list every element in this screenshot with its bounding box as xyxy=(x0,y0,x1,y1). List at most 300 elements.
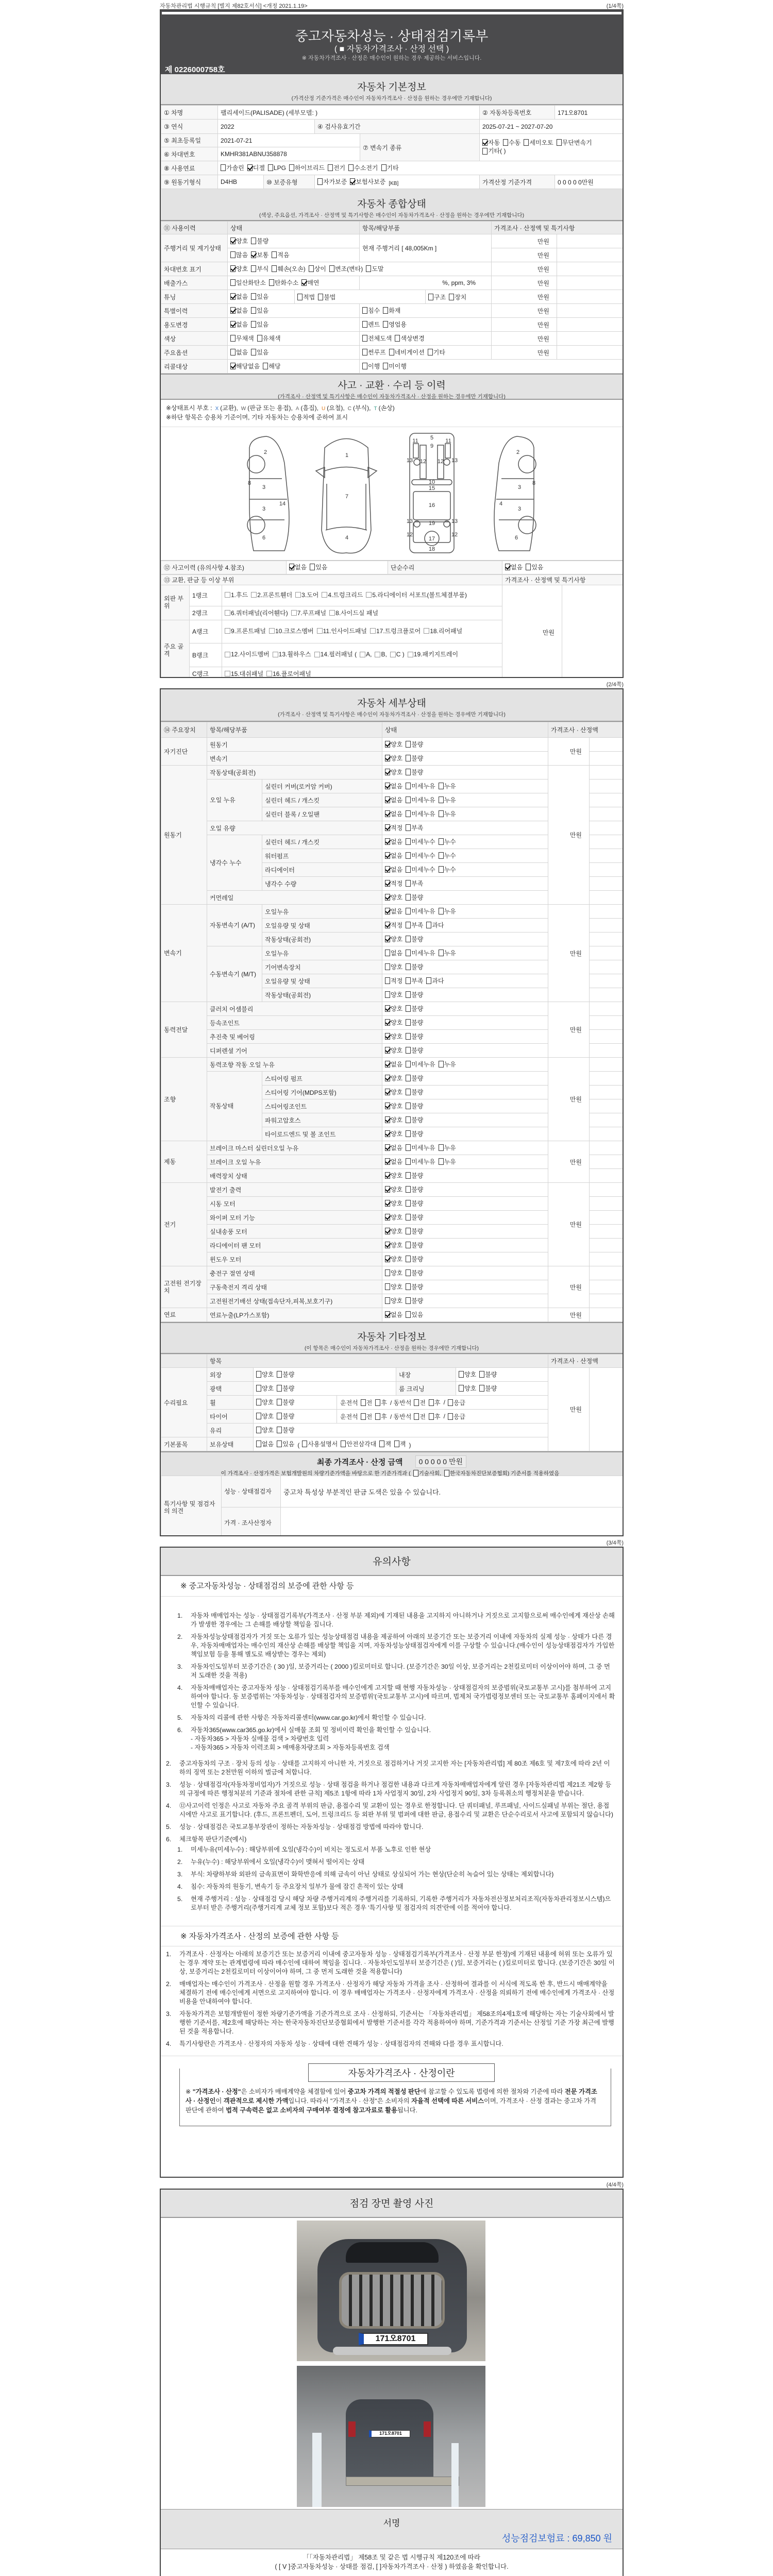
checkbox-icon[interactable] xyxy=(406,1116,411,1123)
price-input[interactable] xyxy=(590,1225,623,1239)
price-input[interactable] xyxy=(590,1099,623,1113)
checkbox-icon[interactable] xyxy=(256,1385,261,1392)
checkbox-checked-icon[interactable] xyxy=(247,164,253,171)
checkbox-icon[interactable] xyxy=(302,1440,307,1447)
checkbox-option[interactable] xyxy=(406,879,423,888)
checkbox-option[interactable] xyxy=(385,1157,402,1166)
checkbox-icon[interactable] xyxy=(328,164,333,171)
checkbox-icon[interactable] xyxy=(256,1427,261,1433)
price-input[interactable] xyxy=(590,988,623,1002)
checkbox-icon[interactable] xyxy=(406,852,411,859)
checkbox-icon[interactable] xyxy=(230,335,236,342)
checkbox-option[interactable] xyxy=(251,264,268,273)
checkbox-icon[interactable] xyxy=(277,1385,282,1392)
checkbox-option[interactable] xyxy=(289,163,325,172)
checkbox-option[interactable] xyxy=(413,1469,442,1477)
price-input[interactable] xyxy=(557,332,623,346)
checkbox-option[interactable] xyxy=(406,1074,423,1082)
price-input[interactable] xyxy=(590,877,623,891)
checkbox-option[interactable] xyxy=(383,362,407,370)
checkbox-icon[interactable] xyxy=(277,1413,282,1419)
checkbox-icon[interactable] xyxy=(361,1399,366,1406)
checkbox-icon[interactable] xyxy=(291,610,297,616)
checkbox-checked-icon[interactable] xyxy=(385,1144,390,1151)
checkbox-option[interactable] xyxy=(385,1282,402,1291)
checkbox-icon[interactable] xyxy=(362,307,367,314)
checkbox-icon[interactable] xyxy=(439,866,444,873)
checkbox-option[interactable] xyxy=(439,782,456,790)
checkbox-icon[interactable] xyxy=(406,1047,411,1054)
checkbox-option[interactable] xyxy=(426,976,444,985)
checkbox-option[interactable] xyxy=(414,1412,426,1421)
checkbox-icon[interactable] xyxy=(439,1158,444,1165)
checkbox-checked-icon[interactable] xyxy=(385,1061,390,1067)
price-input[interactable] xyxy=(590,849,623,863)
checkbox-checked-icon[interactable] xyxy=(385,1172,390,1179)
checkbox-icon[interactable] xyxy=(406,894,411,901)
checkbox-icon[interactable] xyxy=(272,251,277,258)
checkbox-checked-icon[interactable] xyxy=(230,363,236,369)
checkbox-option[interactable] xyxy=(385,1185,402,1194)
checkbox-option[interactable] xyxy=(429,1412,441,1421)
price-input[interactable] xyxy=(557,248,623,262)
checkbox-option[interactable] xyxy=(251,591,292,599)
checkbox-option[interactable] xyxy=(439,809,456,818)
checkbox-icon[interactable] xyxy=(449,294,454,300)
checkbox-icon[interactable] xyxy=(406,796,411,803)
checkbox-checked-icon[interactable] xyxy=(385,783,390,789)
checkbox-option[interactable] xyxy=(385,1213,402,1222)
checkbox-checked-icon[interactable] xyxy=(385,1242,390,1248)
checkbox-option[interactable] xyxy=(302,1439,338,1448)
checkbox-option[interactable] xyxy=(251,348,268,357)
checkbox-icon[interactable] xyxy=(375,1413,380,1420)
checkbox-checked-icon[interactable] xyxy=(251,251,256,258)
checkbox-icon[interactable] xyxy=(406,963,411,970)
price-input[interactable] xyxy=(590,1002,623,1016)
checkbox-icon[interactable] xyxy=(429,1399,434,1406)
checkbox-icon[interactable] xyxy=(272,265,277,272)
checkbox-icon[interactable] xyxy=(277,1440,282,1447)
checkbox-option[interactable] xyxy=(385,795,402,804)
checkbox-icon[interactable] xyxy=(225,592,230,598)
checkbox-icon[interactable] xyxy=(251,265,256,272)
checkbox-icon[interactable] xyxy=(383,321,388,328)
price-input[interactable] xyxy=(590,1294,623,1308)
checkbox-icon[interactable] xyxy=(370,628,376,634)
checkbox-option[interactable] xyxy=(273,651,311,658)
checkbox-option[interactable] xyxy=(439,948,456,957)
checkbox-option[interactable] xyxy=(406,948,435,957)
checkbox-icon[interactable] xyxy=(439,810,444,817)
checkbox-option[interactable] xyxy=(370,628,421,635)
checkbox-option[interactable] xyxy=(406,907,435,916)
checkbox-icon[interactable] xyxy=(406,950,411,956)
checkbox-icon[interactable] xyxy=(269,279,274,286)
checkbox-option[interactable] xyxy=(406,1185,423,1194)
checkbox-option[interactable] xyxy=(379,1439,391,1448)
checkbox-option[interactable] xyxy=(251,292,268,301)
checkbox-icon[interactable] xyxy=(406,977,411,984)
checkbox-icon[interactable] xyxy=(414,1413,419,1420)
checkbox-icon[interactable] xyxy=(406,1228,411,1234)
checkbox-option[interactable] xyxy=(230,362,260,370)
checkbox-option[interactable] xyxy=(479,1384,497,1393)
checkbox-checked-icon[interactable] xyxy=(385,769,390,775)
checkbox-option[interactable] xyxy=(406,1241,423,1249)
checkbox-icon[interactable] xyxy=(426,922,431,928)
checkbox-option[interactable] xyxy=(385,1255,402,1263)
checkbox-checked-icon[interactable] xyxy=(289,564,294,570)
checkbox-icon[interactable] xyxy=(385,950,390,956)
checkbox-icon[interactable] xyxy=(263,363,268,369)
checkbox-option[interactable] xyxy=(406,1199,423,1208)
price-input[interactable] xyxy=(590,807,623,821)
checkbox-option[interactable] xyxy=(230,264,248,273)
checkbox-option[interactable] xyxy=(295,591,318,599)
checkbox-icon[interactable] xyxy=(406,783,411,789)
checkbox-checked-icon[interactable] xyxy=(385,1089,390,1095)
checkbox-icon[interactable] xyxy=(251,592,257,598)
checkbox-option[interactable] xyxy=(406,851,435,860)
checkbox-icon[interactable] xyxy=(257,335,262,342)
checkbox-icon[interactable] xyxy=(406,936,411,942)
checkbox-checked-icon[interactable] xyxy=(230,321,236,328)
checkbox-option[interactable] xyxy=(385,1129,402,1138)
checkbox-option[interactable] xyxy=(251,320,268,329)
checkbox-option[interactable] xyxy=(385,976,402,985)
checkbox-icon[interactable] xyxy=(406,824,411,831)
checkbox-icon[interactable] xyxy=(406,810,411,817)
checkbox-icon[interactable] xyxy=(406,1019,411,1026)
checkbox-option[interactable] xyxy=(406,1157,435,1166)
checkbox-option[interactable] xyxy=(385,1088,402,1096)
checkbox-checked-icon[interactable] xyxy=(385,936,390,942)
price-input[interactable] xyxy=(590,793,623,807)
checkbox-option[interactable] xyxy=(385,907,402,916)
checkbox-option[interactable] xyxy=(385,921,402,929)
price-input[interactable] xyxy=(557,290,623,304)
price-input[interactable] xyxy=(590,821,623,835)
price-input[interactable] xyxy=(590,1280,623,1294)
checkbox-checked-icon[interactable] xyxy=(385,1186,390,1193)
checkbox-icon[interactable] xyxy=(251,307,256,314)
checkbox-icon[interactable] xyxy=(230,279,236,286)
checkbox-icon[interactable] xyxy=(251,321,256,328)
price-input[interactable] xyxy=(590,1141,623,1155)
checkbox-icon[interactable] xyxy=(406,1130,411,1137)
checkbox-option[interactable] xyxy=(385,879,402,888)
checkbox-option[interactable] xyxy=(406,837,435,846)
checkbox-icon[interactable] xyxy=(459,1385,464,1392)
price-input[interactable] xyxy=(590,1030,623,1044)
checkbox-icon[interactable] xyxy=(406,769,411,775)
checkbox-icon[interactable] xyxy=(406,991,411,998)
checkbox-icon[interactable] xyxy=(444,1470,449,1477)
checkbox-icon[interactable] xyxy=(362,321,367,328)
checkbox-option[interactable] xyxy=(277,1370,294,1379)
checkbox-option[interactable] xyxy=(385,809,402,818)
checkbox-icon[interactable] xyxy=(424,628,429,634)
checkbox-option[interactable] xyxy=(414,1398,426,1407)
checkbox-option[interactable] xyxy=(482,139,500,146)
checkbox-option[interactable] xyxy=(385,782,402,790)
price-input[interactable] xyxy=(590,919,623,933)
checkbox-option[interactable] xyxy=(360,651,372,658)
checkbox-icon[interactable] xyxy=(221,164,226,171)
checkbox-checked-icon[interactable] xyxy=(230,293,236,300)
checkbox-option[interactable] xyxy=(256,1370,274,1379)
checkbox-option[interactable] xyxy=(251,236,268,245)
checkbox-icon[interactable] xyxy=(268,164,273,171)
price-input[interactable] xyxy=(557,276,623,290)
checkbox-checked-icon[interactable] xyxy=(385,1116,390,1123)
checkbox-option[interactable] xyxy=(362,348,386,357)
checkbox-icon[interactable] xyxy=(317,178,323,185)
checkbox-icon[interactable] xyxy=(479,1371,484,1378)
checkbox-icon[interactable] xyxy=(251,238,256,244)
checkbox-checked-icon[interactable] xyxy=(385,866,390,873)
checkbox-icon[interactable] xyxy=(362,363,367,369)
checkbox-option[interactable] xyxy=(385,990,402,999)
checkbox-option[interactable] xyxy=(361,1398,373,1407)
checkbox-icon[interactable] xyxy=(385,963,390,970)
checkbox-icon[interactable] xyxy=(385,991,390,998)
price-input[interactable] xyxy=(590,1183,623,1197)
checkbox-checked-icon[interactable] xyxy=(385,1103,390,1109)
price-input[interactable] xyxy=(557,234,623,248)
checkbox-option[interactable] xyxy=(230,278,266,287)
checkbox-option[interactable] xyxy=(394,1439,406,1448)
checkbox-checked-icon[interactable] xyxy=(385,824,390,831)
checkbox-icon[interactable] xyxy=(266,671,272,676)
checkbox-option[interactable] xyxy=(406,809,435,818)
checkbox-icon[interactable] xyxy=(348,164,354,171)
checkbox-icon[interactable] xyxy=(361,1413,366,1420)
checkbox-option[interactable] xyxy=(406,1088,423,1096)
checkbox-option[interactable] xyxy=(268,164,286,172)
price-input[interactable] xyxy=(590,1127,623,1141)
checkbox-icon[interactable] xyxy=(406,838,411,845)
checkbox-option[interactable] xyxy=(385,1115,402,1124)
checkbox-option[interactable] xyxy=(448,1412,465,1421)
checkbox-option[interactable] xyxy=(385,865,402,874)
checkbox-option[interactable] xyxy=(257,334,281,343)
checkbox-option[interactable] xyxy=(362,362,380,370)
price-input[interactable] xyxy=(590,863,623,877)
checkbox-option[interactable] xyxy=(361,1412,373,1421)
checkbox-option[interactable] xyxy=(314,651,357,658)
checkbox-option[interactable] xyxy=(225,591,248,599)
checkbox-checked-icon[interactable] xyxy=(230,238,236,244)
checkbox-option[interactable] xyxy=(318,293,335,301)
checkbox-option[interactable] xyxy=(350,177,385,186)
checkbox-checked-icon[interactable] xyxy=(385,1256,390,1262)
checkbox-option[interactable] xyxy=(277,1426,294,1434)
checkbox-icon[interactable] xyxy=(439,796,444,803)
checkbox-checked-icon[interactable] xyxy=(230,307,236,314)
checkbox-checked-icon[interactable] xyxy=(385,1228,390,1234)
checkbox-checked-icon[interactable] xyxy=(505,564,510,570)
checkbox-icon[interactable] xyxy=(225,671,230,676)
checkbox-option[interactable] xyxy=(310,563,327,571)
checkbox-option[interactable] xyxy=(406,962,423,971)
checkbox-checked-icon[interactable] xyxy=(385,1075,390,1081)
checkbox-icon[interactable] xyxy=(406,1172,411,1179)
checkbox-icon[interactable] xyxy=(406,1158,411,1165)
checkbox-option[interactable] xyxy=(385,1018,402,1027)
checkbox-icon[interactable] xyxy=(406,1311,411,1318)
checkbox-icon[interactable] xyxy=(406,1061,411,1067)
checkbox-option[interactable] xyxy=(406,782,435,790)
checkbox-icon[interactable] xyxy=(395,335,400,342)
price-input[interactable] xyxy=(590,752,623,766)
checkbox-option[interactable] xyxy=(406,1046,423,1055)
checkbox-icon[interactable] xyxy=(295,592,301,598)
checkbox-option[interactable] xyxy=(406,1296,423,1305)
checkbox-option[interactable] xyxy=(385,740,402,749)
checkbox-option[interactable] xyxy=(406,1255,423,1263)
checkbox-checked-icon[interactable] xyxy=(350,178,355,185)
price-input[interactable] xyxy=(557,346,623,360)
checkbox-checked-icon[interactable] xyxy=(385,1214,390,1221)
checkbox-icon[interactable] xyxy=(413,1470,418,1477)
checkbox-icon[interactable] xyxy=(269,628,275,634)
checkbox-icon[interactable] xyxy=(406,1089,411,1095)
checkbox-option[interactable] xyxy=(439,865,456,874)
checkbox-option[interactable] xyxy=(406,1004,423,1013)
checkbox-option[interactable] xyxy=(341,1439,376,1448)
checkbox-option[interactable] xyxy=(426,921,444,929)
checkbox-icon[interactable] xyxy=(379,1440,384,1447)
checkbox-checked-icon[interactable] xyxy=(385,810,390,817)
checkbox-icon[interactable] xyxy=(406,1033,411,1040)
checkbox-option[interactable] xyxy=(406,1282,423,1291)
checkbox-option[interactable] xyxy=(230,348,248,357)
checkbox-icon[interactable] xyxy=(406,1186,411,1193)
checkbox-option[interactable] xyxy=(526,563,543,571)
price-input[interactable] xyxy=(590,1368,623,1451)
checkbox-icon[interactable] xyxy=(383,307,388,314)
price-input[interactable] xyxy=(590,974,623,988)
checkbox-option[interactable] xyxy=(429,1398,441,1407)
checkbox-option[interactable] xyxy=(225,669,263,678)
price-input[interactable] xyxy=(590,835,623,849)
checkbox-option[interactable] xyxy=(406,1129,423,1138)
checkbox-icon[interactable] xyxy=(277,1427,282,1433)
checkbox-option[interactable] xyxy=(406,1101,423,1110)
price-input[interactable] xyxy=(557,318,623,332)
checkbox-option[interactable] xyxy=(230,306,248,315)
checkbox-option[interactable] xyxy=(251,306,268,315)
checkbox-option[interactable] xyxy=(449,293,466,301)
checkbox-icon[interactable] xyxy=(277,1399,282,1405)
checkbox-option[interactable] xyxy=(383,320,407,329)
price-input[interactable] xyxy=(590,1113,623,1127)
checkbox-icon[interactable] xyxy=(429,1413,434,1420)
checkbox-option[interactable] xyxy=(406,1213,423,1222)
checkbox-option[interactable] xyxy=(459,1384,476,1393)
checkbox-option[interactable] xyxy=(385,1171,402,1180)
price-input[interactable] xyxy=(590,905,623,919)
checkbox-icon[interactable] xyxy=(406,1103,411,1109)
checkbox-option[interactable] xyxy=(277,1384,294,1393)
checkbox-option[interactable] xyxy=(385,754,402,762)
checkbox-icon[interactable] xyxy=(225,628,230,634)
checkbox-option[interactable] xyxy=(317,177,347,186)
checkbox-option[interactable] xyxy=(406,823,423,832)
checkbox-checked-icon[interactable] xyxy=(385,741,390,748)
checkbox-option[interactable] xyxy=(406,1143,435,1152)
checkbox-icon[interactable] xyxy=(439,950,444,956)
price-input[interactable] xyxy=(590,1211,623,1225)
checkbox-icon[interactable] xyxy=(375,652,380,657)
checkbox-option[interactable] xyxy=(406,921,423,929)
checkbox-icon[interactable] xyxy=(406,866,411,873)
checkbox-option[interactable] xyxy=(385,1046,402,1055)
checkbox-icon[interactable] xyxy=(557,139,562,146)
checkbox-option[interactable] xyxy=(385,948,402,957)
checkbox-option[interactable] xyxy=(459,1370,476,1379)
checkbox-option[interactable] xyxy=(329,608,378,617)
checkbox-option[interactable] xyxy=(317,628,367,635)
checkbox-icon[interactable] xyxy=(503,139,508,146)
checkbox-option[interactable] xyxy=(406,795,435,804)
checkbox-checked-icon[interactable] xyxy=(385,922,390,928)
checkbox-option[interactable] xyxy=(406,1227,423,1235)
checkbox-icon[interactable] xyxy=(256,1413,261,1419)
price-input[interactable] xyxy=(590,1169,623,1183)
price-input[interactable] xyxy=(590,946,623,960)
checkbox-checked-icon[interactable] xyxy=(230,265,236,272)
price-input[interactable] xyxy=(590,933,623,946)
checkbox-icon[interactable] xyxy=(426,977,431,984)
checkbox-option[interactable] xyxy=(277,1439,294,1448)
checkbox-icon[interactable] xyxy=(439,1061,444,1067)
checkbox-option[interactable] xyxy=(385,1227,402,1235)
checkbox-icon[interactable] xyxy=(366,592,372,598)
checkbox-option[interactable] xyxy=(366,264,383,273)
price-input[interactable] xyxy=(590,1072,623,1086)
checkbox-option[interactable] xyxy=(230,292,248,301)
checkbox-icon[interactable] xyxy=(318,294,323,300)
checkbox-option[interactable] xyxy=(424,628,462,635)
checkbox-icon[interactable] xyxy=(428,349,433,355)
checkbox-icon[interactable] xyxy=(256,1440,261,1447)
checkbox-option[interactable] xyxy=(406,1310,423,1319)
checkbox-icon[interactable] xyxy=(448,1413,453,1420)
checkbox-option[interactable] xyxy=(406,1032,423,1041)
checkbox-icon[interactable] xyxy=(439,783,444,789)
checkbox-option[interactable] xyxy=(406,976,423,985)
checkbox-checked-icon[interactable] xyxy=(385,1200,390,1207)
checkbox-option[interactable] xyxy=(385,1074,402,1082)
checkbox-icon[interactable] xyxy=(230,251,236,258)
price-input[interactable] xyxy=(557,262,623,276)
price-input[interactable] xyxy=(590,1058,623,1072)
price-input[interactable] xyxy=(590,766,623,779)
checkbox-option[interactable] xyxy=(375,1412,387,1421)
checkbox-option[interactable] xyxy=(389,348,425,357)
checkbox-option[interactable] xyxy=(444,1469,559,1477)
checkbox-checked-icon[interactable] xyxy=(385,1311,390,1318)
checkbox-checked-icon[interactable] xyxy=(385,796,390,803)
checkbox-icon[interactable] xyxy=(314,652,320,657)
checkbox-icon[interactable] xyxy=(406,908,411,914)
checkbox-icon[interactable] xyxy=(406,880,411,887)
checkbox-icon[interactable] xyxy=(317,628,323,634)
checkbox-icon[interactable] xyxy=(439,852,444,859)
